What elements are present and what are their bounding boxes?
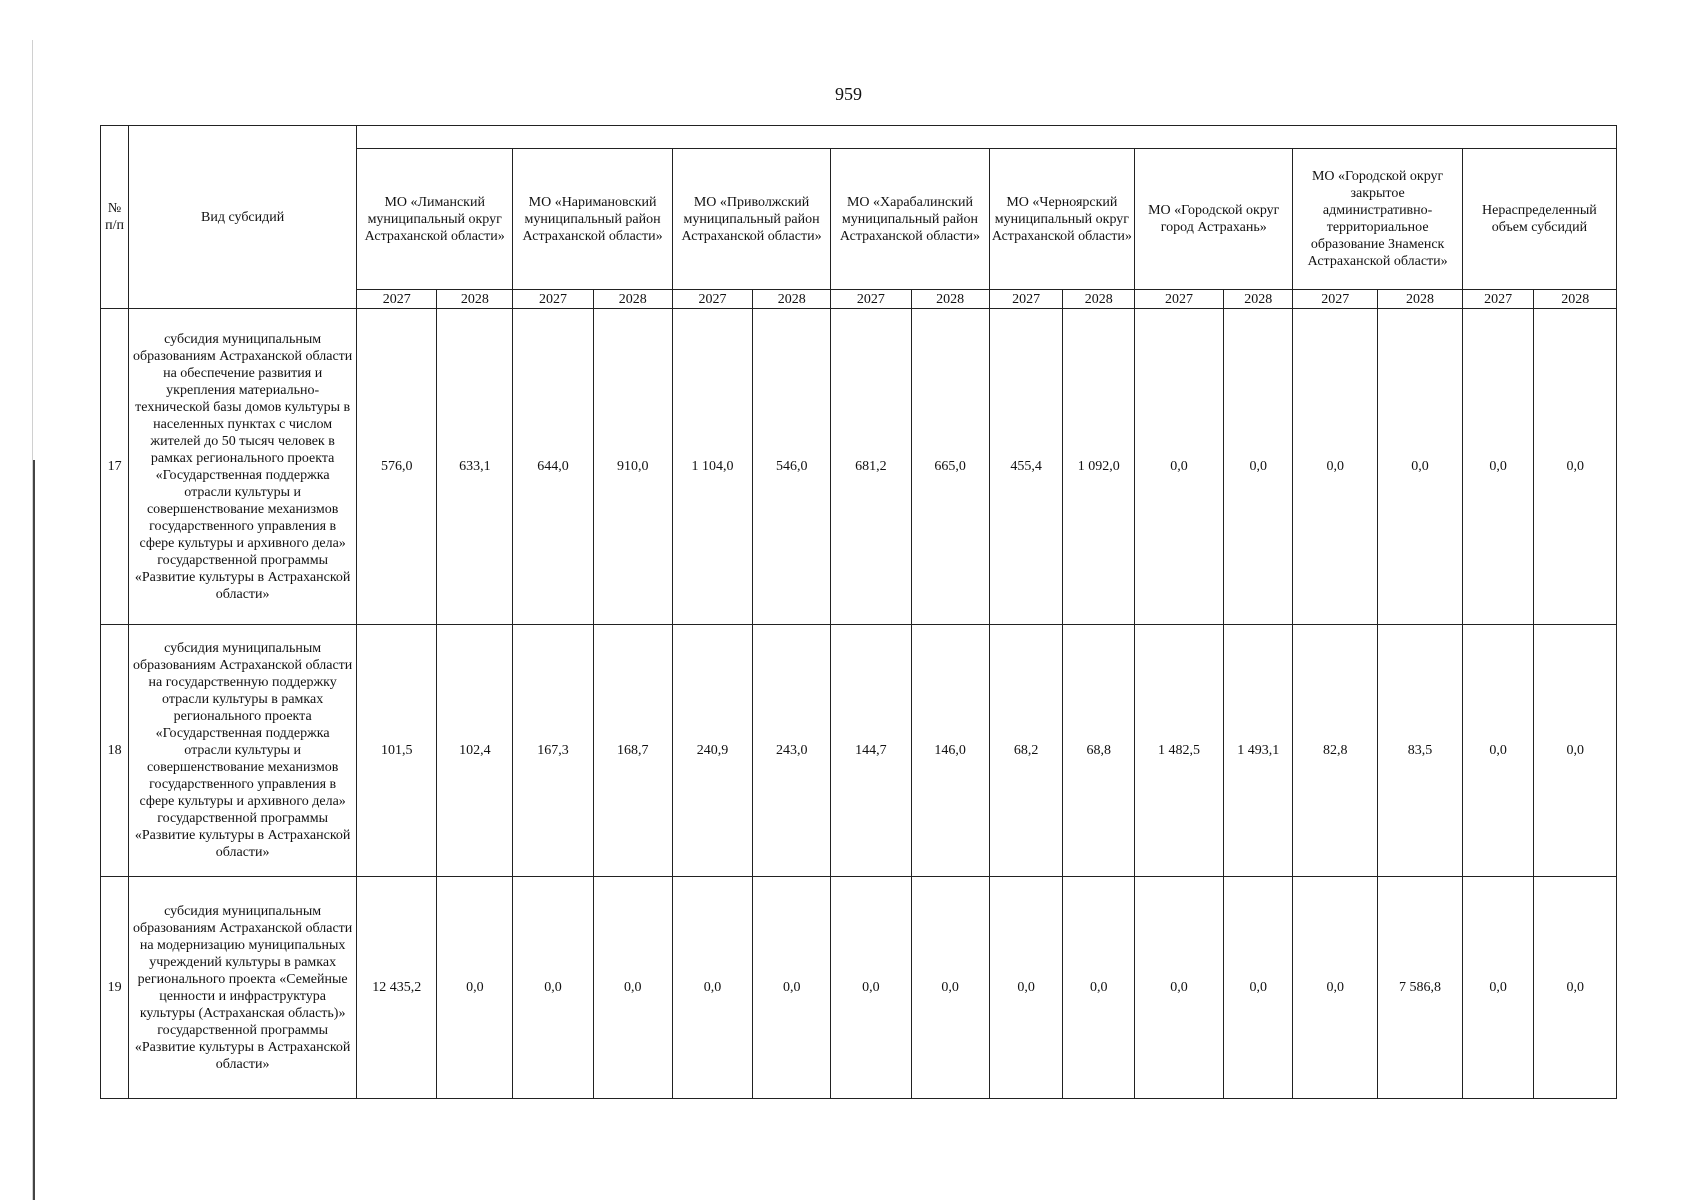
value-cell: 0,0 <box>1224 309 1293 625</box>
value-cell: 12 435,2 <box>357 877 437 1099</box>
year-header: 2028 <box>437 290 513 309</box>
value-cell: 0,0 <box>753 877 831 1099</box>
year-header: 2028 <box>911 290 989 309</box>
value-cell: 82,8 <box>1293 625 1378 877</box>
year-header: 2027 <box>672 290 752 309</box>
value-cell: 0,0 <box>513 877 593 1099</box>
value-cell: 0,0 <box>1462 625 1534 877</box>
table-row <box>101 877 1617 1099</box>
value-cell: 102,4 <box>437 625 513 877</box>
page-number: 959 <box>835 84 862 104</box>
value-cell: 455,4 <box>989 309 1063 625</box>
value-cell: 168,7 <box>593 625 672 877</box>
year-header: 2027 <box>989 290 1063 309</box>
region-header-unallocated: Нераспределенный объем субсидий <box>1462 149 1616 290</box>
row-number: 18 <box>101 625 129 877</box>
value-cell: 576,0 <box>357 309 437 625</box>
value-cell: 0,0 <box>437 877 513 1099</box>
year-header: 2028 <box>1534 290 1617 309</box>
row-description: субсидия муниципальным образованиям Астраханской области на обеспечение развития и укрепления материально-технической базы домов культуры в населенных пунктах с числом жителей до 50 тысяч человек в рамках регионального проекта «Государственная поддержка отрасли культуры и совершенствование механизмов государственного управления в сфере культуры и архивного дела» государственной программы «Развитие культуры в Астраханской области» <box>129 309 357 625</box>
region-header-znamensk: МО «Городской округ закрытое административно-территориальное образование Знаменск Астраханской области» <box>1293 149 1462 290</box>
header-spacer <box>357 126 1617 149</box>
value-cell: 1 482,5 <box>1135 625 1224 877</box>
subsidy-table <box>100 125 1617 1099</box>
year-header: 2028 <box>1378 290 1463 309</box>
region-header-narimanov: МО «Наримановский муниципальный район Астраханской области» <box>513 149 673 290</box>
value-cell: 0,0 <box>1462 309 1534 625</box>
value-cell: 101,5 <box>357 625 437 877</box>
table-row <box>101 625 1617 877</box>
value-cell: 0,0 <box>593 877 672 1099</box>
type-header: Вид субсидий <box>129 126 357 309</box>
row-number: 19 <box>101 877 129 1099</box>
row-description: субсидия муниципальным образованиям Астраханской области на государственную поддержку отрасли культуры в рамках регионального проекта «Государственная поддержка отрасли культуры и совершенствование механизмов государственного управления в сфере культуры и архивного дела» государственной программы «Развитие культуры в Астраханской области» <box>129 625 357 877</box>
header-top-row <box>101 126 1617 149</box>
value-cell: 0,0 <box>1135 309 1224 625</box>
value-cell: 0,0 <box>672 877 752 1099</box>
row-description: субсидия муниципальным образованиям Астраханской области на модернизацию муниципальных учреждений культуры в рамках регионального проекта «Семейные ценности и инфраструктура культуры (Астраханская область)» государственной программы «Развитие культуры в Астраханской области» <box>129 877 357 1099</box>
region-header-privolzhsky: МО «Приволжский муниципальный район Астраханской области» <box>672 149 830 290</box>
value-cell: 681,2 <box>831 309 911 625</box>
region-header-astrakhan: МО «Городской округ город Астрахань» <box>1135 149 1293 290</box>
year-header: 2028 <box>1224 290 1293 309</box>
value-cell: 0,0 <box>1135 877 1224 1099</box>
value-cell: 146,0 <box>911 625 989 877</box>
year-header: 2028 <box>593 290 672 309</box>
value-cell: 7 586,8 <box>1378 877 1463 1099</box>
year-header: 2027 <box>1293 290 1378 309</box>
value-cell: 1 493,1 <box>1224 625 1293 877</box>
value-cell: 0,0 <box>1293 309 1378 625</box>
value-cell: 0,0 <box>1224 877 1293 1099</box>
value-cell: 0,0 <box>1293 877 1378 1099</box>
year-header: 2027 <box>513 290 593 309</box>
value-cell: 83,5 <box>1378 625 1463 877</box>
year-header: 2028 <box>753 290 831 309</box>
region-header-chernoyarsky: МО «Черноярский муниципальный округ Астраханской области» <box>989 149 1134 290</box>
value-cell: 0,0 <box>911 877 989 1099</box>
value-cell: 0,0 <box>1063 877 1135 1099</box>
value-cell: 1 104,0 <box>672 309 752 625</box>
year-header: 2027 <box>357 290 437 309</box>
value-cell: 546,0 <box>753 309 831 625</box>
value-cell: 0,0 <box>1462 877 1534 1099</box>
value-cell: 0,0 <box>989 877 1063 1099</box>
year-header: 2027 <box>831 290 911 309</box>
value-cell: 144,7 <box>831 625 911 877</box>
row-number: 17 <box>101 309 129 625</box>
value-cell: 0,0 <box>1534 625 1617 877</box>
value-cell: 240,9 <box>672 625 752 877</box>
num-header: № п/п <box>101 126 129 309</box>
value-cell: 243,0 <box>753 625 831 877</box>
year-header: 2028 <box>1063 290 1135 309</box>
value-cell: 0,0 <box>1534 877 1617 1099</box>
region-header-liman: МО «Лиманский муниципальный округ Астраханской области» <box>357 149 513 290</box>
value-cell: 68,2 <box>989 625 1063 877</box>
table-row <box>101 309 1617 625</box>
value-cell: 0,0 <box>831 877 911 1099</box>
scan-margin-edge <box>33 460 35 1200</box>
value-cell: 910,0 <box>593 309 672 625</box>
value-cell: 0,0 <box>1534 309 1617 625</box>
value-cell: 665,0 <box>911 309 989 625</box>
value-cell: 167,3 <box>513 625 593 877</box>
value-cell: 633,1 <box>437 309 513 625</box>
value-cell: 644,0 <box>513 309 593 625</box>
year-header: 2027 <box>1135 290 1224 309</box>
value-cell: 0,0 <box>1378 309 1463 625</box>
value-cell: 1 092,0 <box>1063 309 1135 625</box>
value-cell: 68,8 <box>1063 625 1135 877</box>
region-header-kharabali: МО «Харабалинский муниципальный район Астраханской области» <box>831 149 989 290</box>
year-header: 2027 <box>1462 290 1534 309</box>
